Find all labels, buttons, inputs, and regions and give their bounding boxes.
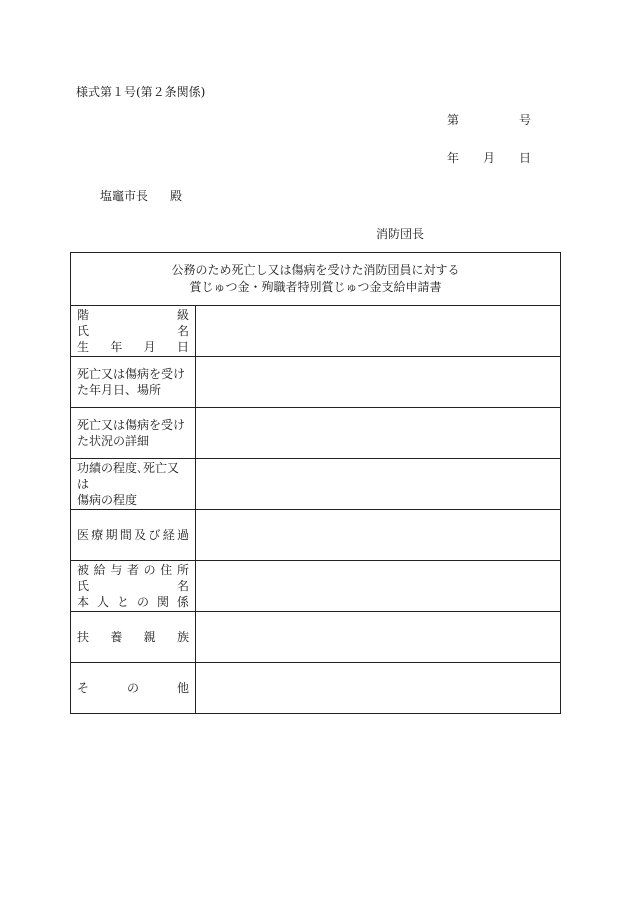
label-char: 生 (77, 339, 90, 354)
number-prefix: 第 (447, 113, 460, 127)
table-title (71, 253, 560, 306)
table-row (71, 407, 560, 459)
row-label-line (77, 323, 189, 339)
number-suffix: 号 (519, 113, 532, 127)
label-char: 係 (176, 594, 189, 609)
table-row (71, 305, 560, 357)
table-row (71, 560, 560, 612)
label-char: び (148, 527, 161, 542)
label-char: 名 (176, 323, 189, 338)
row-label-line (77, 578, 189, 594)
label-char: 人 (96, 594, 109, 609)
label-char: 者 (126, 562, 139, 577)
label-char: 氏 (77, 323, 90, 338)
label-char: そ (77, 680, 90, 695)
table-row (71, 611, 560, 663)
row-value-field[interactable] (196, 407, 560, 458)
table-row (71, 458, 560, 510)
label-char: 過 (176, 527, 189, 542)
label-char: と (116, 594, 129, 609)
row-value-field[interactable] (196, 458, 560, 509)
label-char: 扶 (77, 629, 90, 644)
label-char: 年 (110, 339, 123, 354)
honorific: 殿 (170, 189, 183, 203)
label-char: 氏 (77, 578, 90, 593)
row-label-line (77, 527, 189, 543)
label-char: 他 (176, 680, 189, 695)
table-title-line1: 公務のため死亡し又は傷病を受けた消防団員に対する (171, 263, 460, 277)
row-label-line: 功績の程度､死亡又は (77, 460, 180, 491)
label-char: 月 (143, 339, 156, 354)
row-value-field[interactable] (196, 356, 560, 407)
label-char: 療 (91, 527, 104, 542)
row-label (71, 560, 196, 611)
label-char: 期 (105, 527, 118, 542)
row-label-line (77, 339, 189, 355)
label-char: の (136, 594, 149, 609)
label-char: 給 (93, 562, 106, 577)
row-label (71, 305, 196, 356)
row-label-line: た状況の詳細 (77, 433, 150, 448)
row-value-field[interactable] (196, 662, 560, 713)
row-label (71, 509, 196, 560)
row-label-line: 死亡又は傷病を受け (77, 417, 186, 432)
row-label (71, 662, 196, 713)
label-char: 住 (160, 562, 173, 577)
label-char: 族 (176, 629, 189, 644)
table-row (71, 356, 560, 408)
label-char: 及 (134, 527, 147, 542)
label-char: 所 (176, 562, 189, 577)
label-char: 階 (77, 307, 90, 322)
row-value-field[interactable] (196, 611, 560, 662)
row-label (71, 356, 196, 407)
row-label-line: た年月日、場所 (77, 382, 162, 397)
addressee-name: 塩竈市長 (100, 189, 149, 203)
row-value-field[interactable] (196, 560, 560, 611)
addressee (100, 189, 182, 203)
date-month-label: 月 (483, 151, 496, 165)
row-label-line: 死亡又は傷病を受け (77, 366, 186, 381)
label-char: の (143, 562, 156, 577)
label-char: 養 (110, 629, 123, 644)
label-char: の (126, 680, 139, 695)
sender: 消防団長 (376, 227, 425, 241)
row-label-line: 傷病の程度 (77, 492, 138, 507)
row-value-field[interactable] (196, 509, 560, 560)
row-value-field[interactable] (196, 305, 560, 356)
label-char: 経 (162, 527, 175, 542)
form-number: 様式第１号(第２条関係) (76, 85, 206, 99)
row-label-line (77, 307, 189, 323)
row-label-line (77, 680, 189, 696)
label-char: 級 (176, 307, 189, 322)
row-label-line (77, 594, 189, 610)
row-label (71, 458, 196, 509)
label-char: 名 (176, 578, 189, 593)
row-label-line (77, 629, 189, 645)
table-row (71, 662, 560, 713)
table-title-line2: 賞じゅつ金・殉職者特別賞じゅつ金支給申請書 (189, 280, 442, 294)
label-char: 関 (156, 594, 169, 609)
label-char: 親 (143, 629, 156, 644)
row-label (71, 407, 196, 458)
row-label (71, 611, 196, 662)
application-table (70, 252, 561, 714)
label-char: 間 (119, 527, 132, 542)
row-label-line (77, 562, 189, 578)
date-year-label: 年 (447, 151, 460, 165)
table-row (71, 509, 560, 561)
label-char: 医 (77, 527, 90, 542)
label-char: 与 (110, 562, 123, 577)
label-char: 被 (77, 562, 90, 577)
date-day-label: 日 (519, 151, 532, 165)
label-char: 日 (176, 339, 189, 354)
label-char: 本 (77, 594, 90, 609)
